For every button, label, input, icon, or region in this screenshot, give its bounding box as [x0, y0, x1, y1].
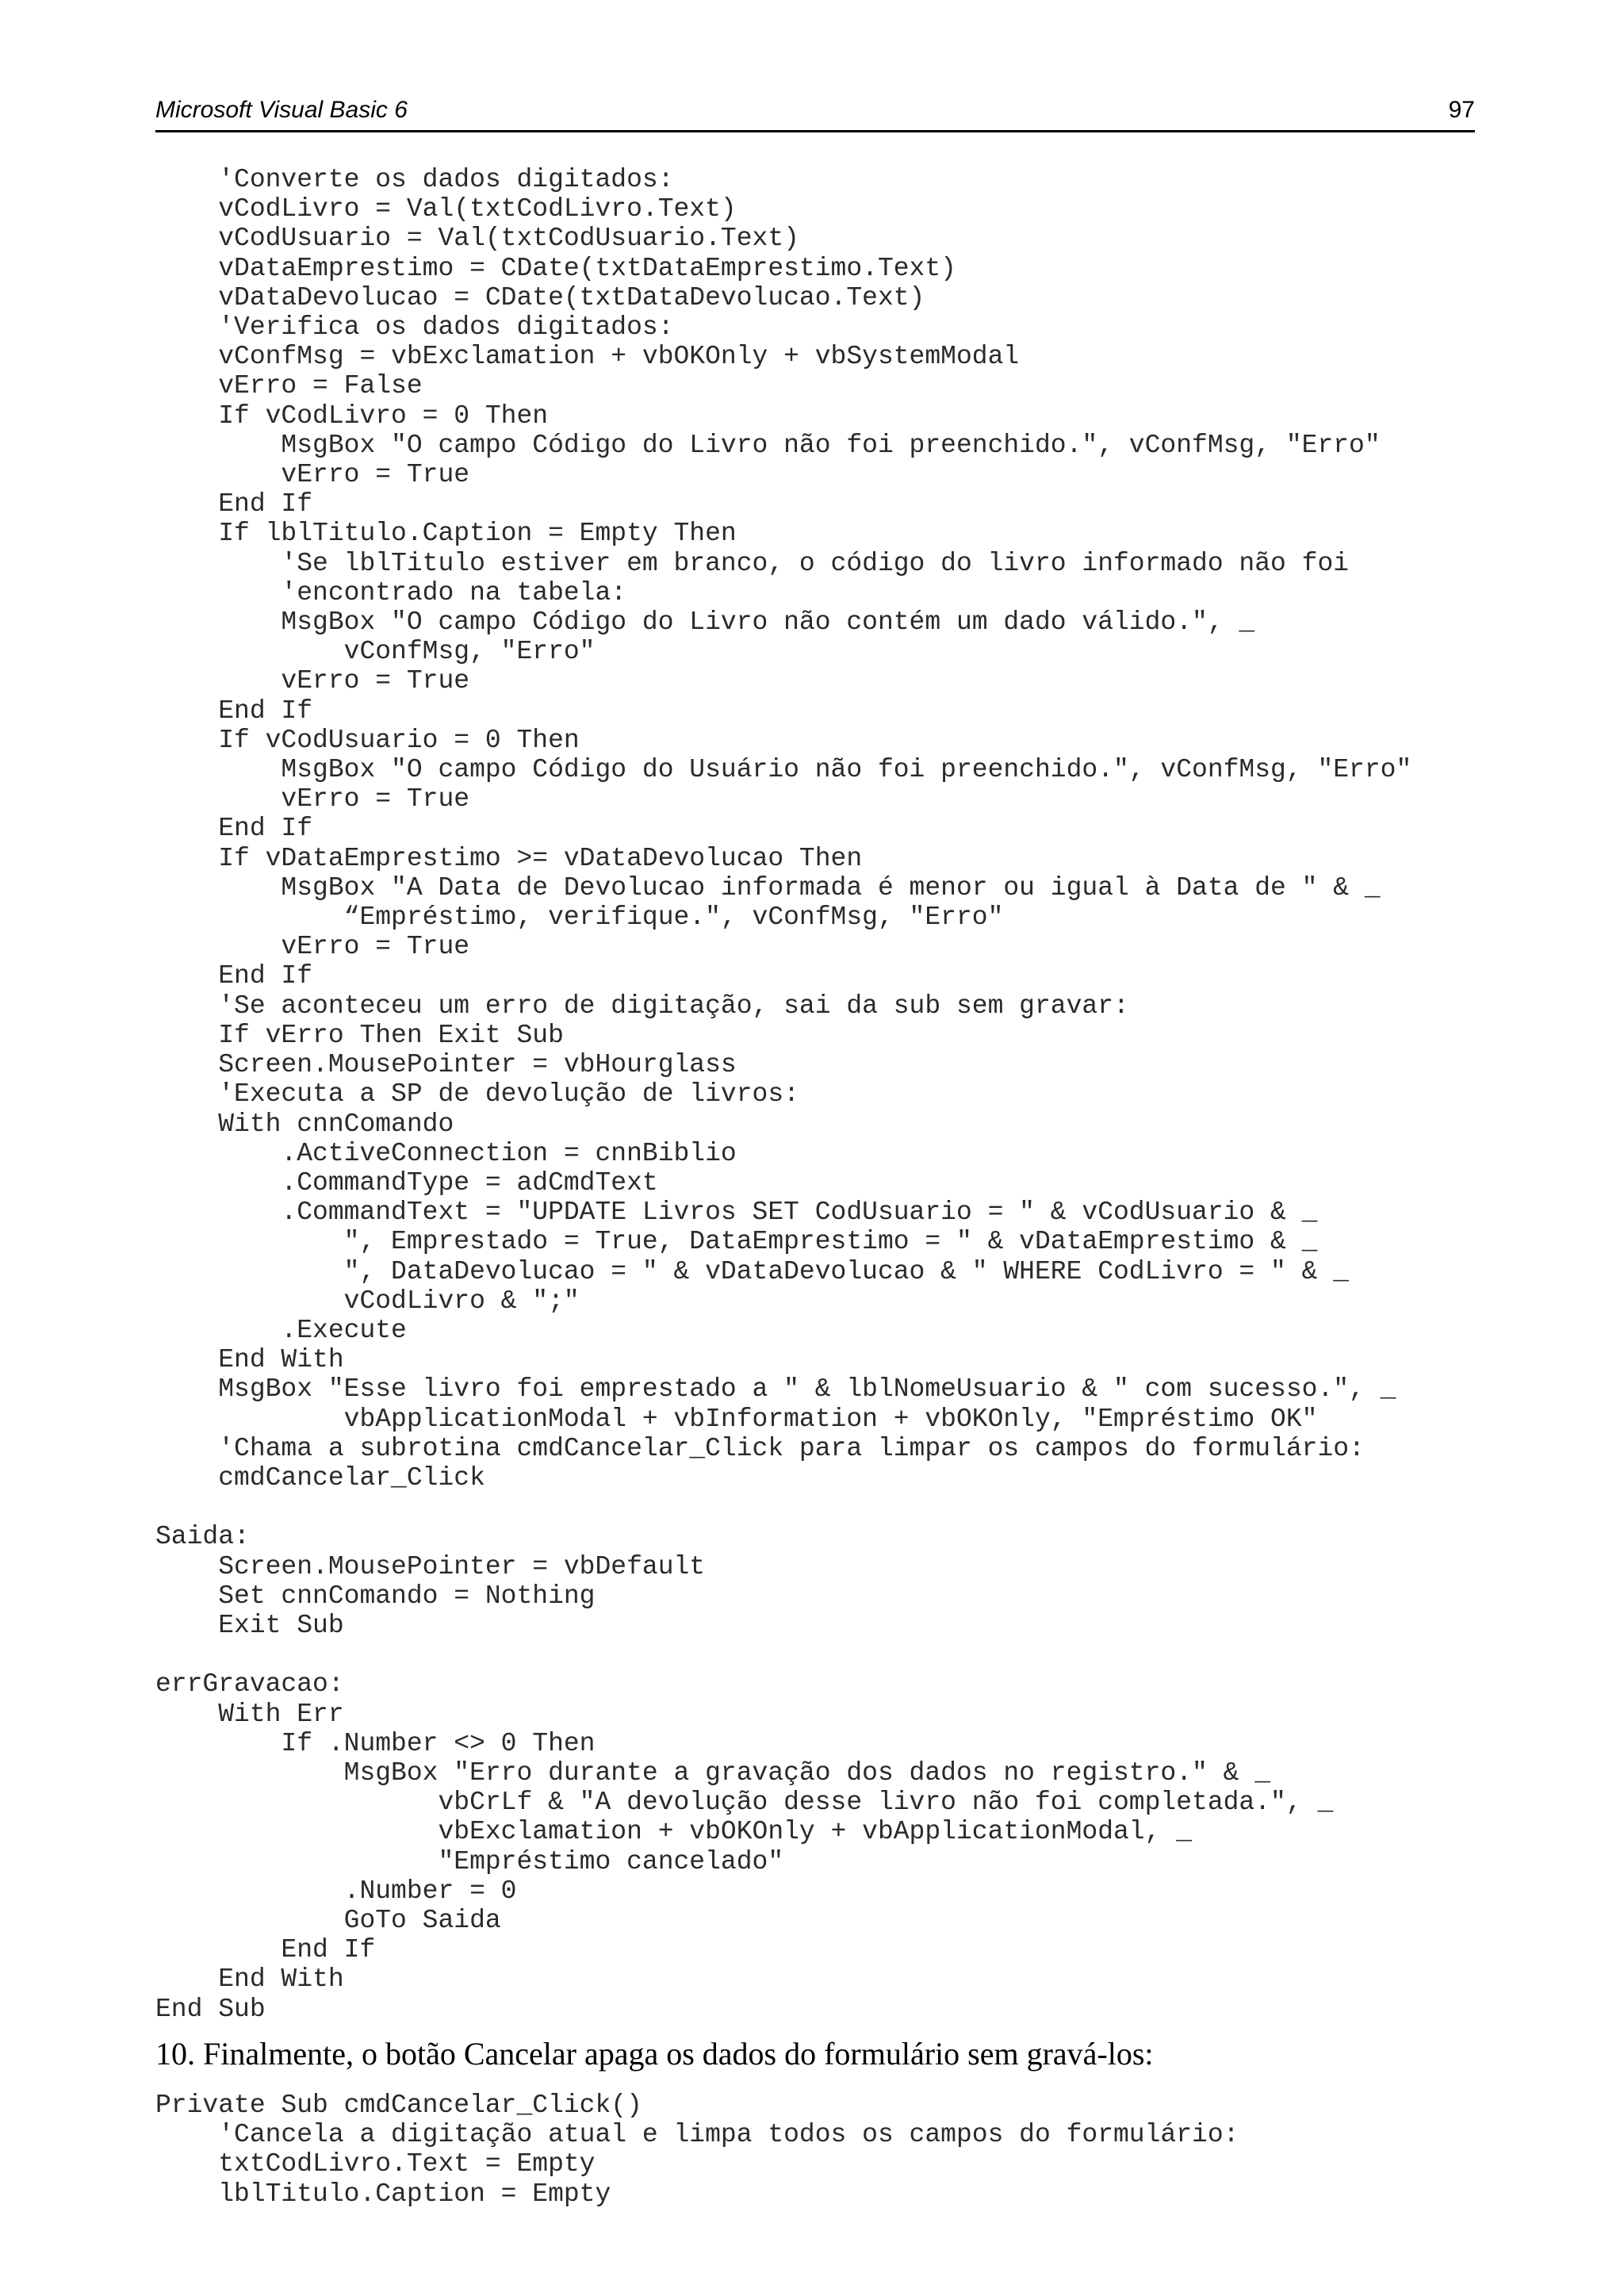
- code-line: End If: [155, 696, 313, 726]
- code-line: 'encontrado na tabela:: [155, 577, 627, 608]
- code-line: If lblTitulo.Caption = Empty Then: [155, 519, 737, 549]
- code-line: End With: [155, 1345, 344, 1375]
- code-line: 'Converte os dados digitados:: [155, 165, 674, 194]
- code-line: 'Chama a subrotina cmdCancelar_Click para limpar os campos do formulário:: [155, 1433, 1365, 1463]
- page-header: [155, 94, 1475, 132]
- code-line: vbApplicationModal + vbInformation + vbOKOnly, "Empréstimo OK": [155, 1404, 1318, 1434]
- code-line: ", DataDevolucao = " & vDataDevolucao & " WHERE CodLivro = " & _: [155, 1256, 1350, 1286]
- code-line: Saida:: [155, 1522, 250, 1552]
- code-line: If vCodLivro = 0 Then: [155, 401, 549, 431]
- code-line: "Empréstimo cancelado": [155, 1846, 784, 1876]
- code-line: vErro = True: [155, 932, 470, 962]
- code-line: [155, 1493, 1411, 1522]
- code-line: txtCodLivro.Text = Empty: [155, 2149, 596, 2179]
- code-line: .Execute: [155, 1315, 407, 1345]
- code-line: With cnnComando: [155, 1109, 454, 1139]
- code-line: lblTitulo.Caption = Empty: [155, 2179, 611, 2209]
- code-line: vErro = True: [155, 784, 470, 815]
- code-line: Screen.MousePointer = vbHourglass: [155, 1050, 737, 1080]
- code-line: vConfMsg, "Erro": [155, 637, 596, 667]
- code-line: vbCrLf & "A devolução desse livro não foi completada.", _: [155, 1788, 1334, 1818]
- code-line: If vCodUsuario = 0 Then: [155, 725, 580, 755]
- code-line: vErro = True: [155, 460, 470, 490]
- code-line: End If: [155, 961, 313, 991]
- code-line: MsgBox "A Data de Devolucao informada é menor ou igual à Data de " & _: [155, 872, 1381, 903]
- code-line: GoTo Saida: [155, 1905, 501, 1935]
- code-line: Set cnnComando = Nothing: [155, 1581, 596, 1611]
- book-title: Microsoft Visual Basic 6: [155, 97, 408, 123]
- code-line: vErro = False: [155, 371, 423, 401]
- code-line: If vErro Then Exit Sub: [155, 1020, 564, 1050]
- code-line: ", Emprestado = True, DataEmprestimo = " & vDataEmprestimo & _: [155, 1227, 1318, 1257]
- code-line: If vDataEmprestimo >= vDataDevolucao Then: [155, 843, 863, 873]
- code-line: 'Cancela a digitação atual e limpa todos os campos do formulário:: [155, 2120, 1239, 2150]
- code-line: vbExclamation + vbOKOnly + vbApplicationModal, _: [155, 1817, 1193, 1847]
- code-line: MsgBox "O campo Código do Usuário não foi preenchido.", vConfMsg, "Erro": [155, 755, 1412, 785]
- code-line: With Err: [155, 1699, 344, 1729]
- code-line: vConfMsg = vbExclamation + vbOKOnly + vbSystemModal: [155, 342, 1020, 372]
- code-line: Screen.MousePointer = vbDefault: [155, 1551, 706, 1581]
- code-line: 'Se aconteceu um erro de digitação, sai da sub sem gravar:: [155, 991, 1129, 1021]
- page-number: 97: [1448, 97, 1475, 123]
- code-line: End If: [155, 489, 313, 519]
- code-line: vDataEmprestimo = CDate(txtDataEmprestimo.Text): [155, 253, 956, 283]
- code-line: .CommandText = "UPDATE Livros SET CodUsuario = " & vCodUsuario & _: [155, 1198, 1318, 1228]
- code-line: 'Se lblTitulo estiver em branco, o código do livro informado não foi: [155, 548, 1350, 578]
- code-line: .CommandType = adCmdText: [155, 1167, 658, 1198]
- code-line: If .Number <> 0 Then: [155, 1728, 596, 1758]
- code-line: .ActiveConnection = cnnBiblio: [155, 1138, 737, 1168]
- code-line: vCodLivro = Val(txtCodLivro.Text): [155, 194, 737, 224]
- code-line: MsgBox "Erro durante a gravação dos dados no registro." & _: [155, 1757, 1271, 1788]
- code-line: .Number = 0: [155, 1876, 517, 1906]
- step-10-instruction: 10. Finalmente, o botão Cancelar apaga os dados do formulário sem gravá-los:: [155, 2036, 1154, 2072]
- code-line: End If: [155, 1935, 376, 1965]
- code-line: 'Verifica os dados digitados:: [155, 312, 674, 343]
- code-line: End If: [155, 814, 313, 844]
- code-line: vErro = True: [155, 666, 470, 696]
- code-line: MsgBox "O campo Código do Livro não contém um dado válido.", _: [155, 608, 1255, 638]
- code-line: “Empréstimo, verifique.", vConfMsg, "Erro": [155, 903, 1004, 933]
- code-line: errGravacao:: [155, 1669, 344, 1700]
- code-line: [155, 1640, 1411, 1669]
- code-line: vCodLivro & ";": [155, 1286, 580, 1316]
- code-listing-tail: [155, 2091, 1239, 2209]
- code-line: MsgBox "Esse livro foi emprestado a " & lblNomeUsuario & " com sucesso.", _: [155, 1374, 1396, 1405]
- code-line: Private Sub cmdCancelar_Click(): [155, 2091, 642, 2120]
- code-line: End Sub: [155, 1994, 266, 2024]
- code-line: vDataDevolucao = CDate(txtDataDevolucao.Text): [155, 282, 925, 312]
- code-line: Exit Sub: [155, 1610, 344, 1640]
- code-line: MsgBox "O campo Código do Livro não foi preenchido.", vConfMsg, "Erro": [155, 430, 1381, 460]
- code-line: vCodUsuario = Val(txtCodUsuario.Text): [155, 224, 799, 254]
- code-line: End With: [155, 1964, 344, 1995]
- code-line: cmdCancelar_Click: [155, 1462, 485, 1493]
- code-listing-main: [155, 165, 1411, 2024]
- code-line: 'Executa a SP de devolução de livros:: [155, 1079, 799, 1110]
